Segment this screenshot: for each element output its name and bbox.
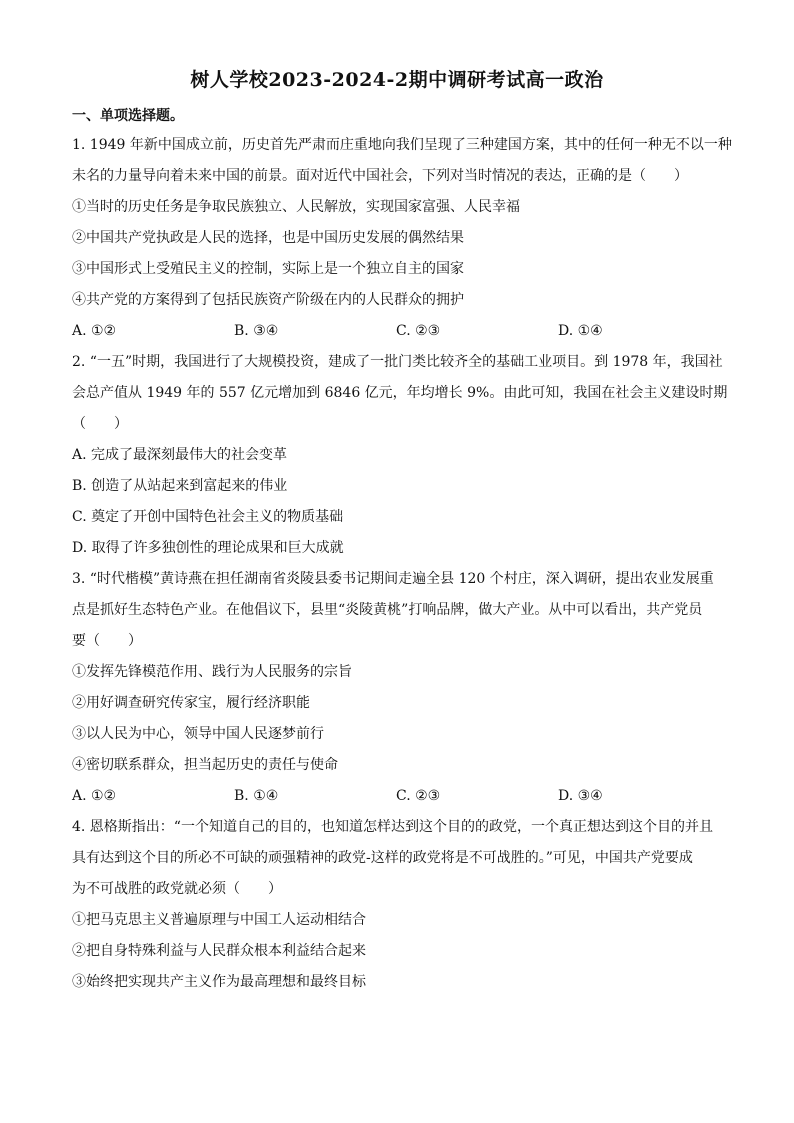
question-stem-line: 会总产值从 1949 年的 557 亿元增加到 6846 亿元，年均增长 9%。由此可知，我国在社会主义建设时期 <box>72 385 728 401</box>
answer-options <box>72 321 722 341</box>
question-stem-line: 4. 恩格斯指出：“一个知道自己的目的，也知道怎样达到这个目的的政党，一个真正想达到这个目的并且 <box>72 819 713 835</box>
option-b: B. ①④ <box>234 788 279 804</box>
statement: ④共产党的方案得到了包括民族资产阶级在内的人民群众的拥护 <box>72 292 464 308</box>
statement: ③中国形式上受殖民主义的控制，实际上是一个独立自主的国家 <box>72 261 464 277</box>
statement: ②把自身特殊利益与人民群众根本利益结合起来 <box>72 943 366 959</box>
question-2 <box>72 352 728 558</box>
question-stem-line: （ ） <box>72 416 128 432</box>
statement: ①把马克思主义普遍原理与中国工人运动相结合 <box>72 912 366 928</box>
question-stem-line: 为不可战胜的政党就必须（ ） <box>72 881 282 897</box>
question-3 <box>72 569 722 806</box>
option-b: B. ③④ <box>234 323 279 339</box>
statement: ②用好调查研究传家宝，履行经济职能 <box>72 695 310 711</box>
page-title: 树人学校2023-2024-2期中调研考试高一政治 <box>190 69 604 91</box>
question-stem-line: 具有达到这个目的所必不可缺的顽强精神的政党-这样的政党将是不可战胜的。”可见，中国共产党要成 <box>72 850 693 866</box>
option-a: A. ①② <box>72 788 117 804</box>
option-c: C. 奠定了开创中国特色社会主义的物质基础 <box>72 509 344 525</box>
question-4 <box>72 817 722 992</box>
statement: ③始终把实现共产主义作为最高理想和最终目标 <box>72 974 366 990</box>
question-1 <box>72 135 732 341</box>
option-c: C. ②③ <box>396 323 441 339</box>
question-stem-line: 要（ ） <box>72 633 142 649</box>
statement: ②中国共产党执政是人民的选择，也是中国历史发展的偶然结果 <box>72 230 464 246</box>
option-a: A. 完成了最深刻最伟大的社会变革 <box>72 447 288 463</box>
statement: ④密切联系群众，担当起历史的责任与使命 <box>72 757 338 773</box>
option-a: A. ①② <box>72 323 117 339</box>
statement: ①当时的历史任务是争取民族独立、人民解放，实现国家富强、人民幸福 <box>72 199 520 215</box>
option-c: C. ②③ <box>396 788 441 804</box>
question-stem-line: 未名的力量导向着未来中国的前景。面对近代中国社会，下列对当时情况的表达，正确的是（ ） <box>72 168 688 184</box>
option-d: D. ③④ <box>558 788 603 804</box>
answer-options <box>72 786 722 806</box>
statement: ③以人民为中心，领导中国人民逐梦前行 <box>72 726 324 742</box>
section-heading: 一、单项选择题。 <box>72 108 184 124</box>
question-stem-line: 2. “一五”时期，我国进行了大规模投资，建成了一批门类比较齐全的基础工业项目。到 1978 年，我国社 <box>72 354 723 370</box>
question-stem-line: 点是抓好生态特色产业。在他倡议下，县里“炎陵黄桃”打响品牌，做大产业。从中可以看出，共产党员 <box>72 602 703 618</box>
question-stem-line: 3. “时代楷模”黄诗燕在担任湖南省炎陵县委书记期间走遍全县 120 个村庄，深入调研，提出农业发展重 <box>72 571 714 587</box>
option-d: D. 取得了许多独创性的理论成果和巨大成就 <box>72 540 344 556</box>
option-b: B. 创造了从站起来到富起来的伟业 <box>72 478 288 494</box>
option-d: D. ①④ <box>558 323 603 339</box>
statement: ①发挥先锋模范作用、践行为人民服务的宗旨 <box>72 664 352 680</box>
question-stem-line: 1. 1949 年新中国成立前，历史首先严肃而庄重地向我们呈现了三种建国方案，其中的任何一种无不以一种 <box>72 137 732 153</box>
